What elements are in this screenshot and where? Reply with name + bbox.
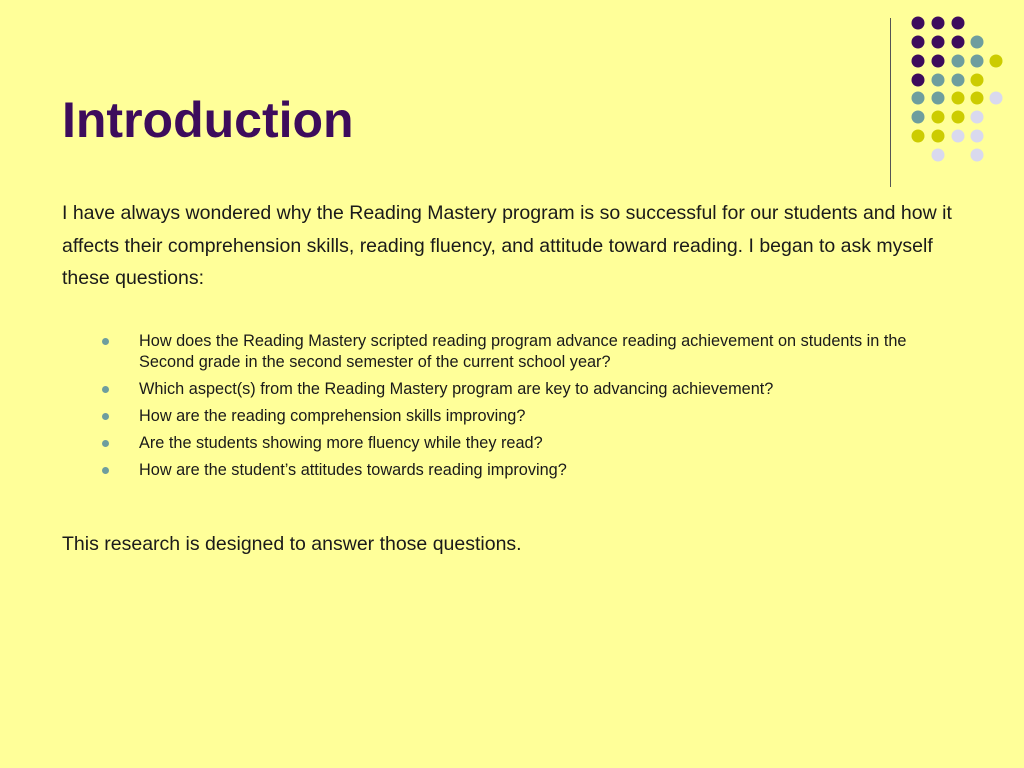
slide-title: Introduction: [62, 92, 354, 148]
decorative-dot: [912, 111, 925, 124]
decorative-dot: [912, 36, 925, 49]
list-item: [102, 331, 962, 373]
decorative-dot: [990, 55, 1003, 68]
vertical-divider: [890, 18, 891, 187]
list-item: [102, 406, 962, 427]
question-text: How are the reading comprehension skills improving?: [139, 407, 526, 425]
decorative-dot: [932, 55, 945, 68]
questions-list: [102, 331, 962, 487]
slide-body: [62, 197, 962, 555]
decorative-dot: [952, 111, 965, 124]
decorative-dot: [932, 130, 945, 143]
question-text: How does the Reading Mastery scripted reading program advance reading achievement on students in the Second grade in the second semester of the current school year?: [139, 332, 907, 371]
decorative-dot: [971, 130, 984, 143]
decorative-dot: [952, 17, 965, 30]
decorative-dot: [932, 17, 945, 30]
decorative-dot: [912, 130, 925, 143]
decorative-dot: [952, 130, 965, 143]
decorative-dot: [990, 92, 1003, 105]
decorative-dot: [932, 92, 945, 105]
bullet-icon: [102, 386, 109, 393]
decorative-dot: [932, 74, 945, 87]
closing-paragraph: This research is designed to answer those questions.: [62, 533, 522, 555]
decorative-dot: [952, 36, 965, 49]
decorative-dot: [932, 36, 945, 49]
decorative-dot: [971, 111, 984, 124]
list-item: [102, 433, 962, 454]
decorative-dot: [912, 55, 925, 68]
decorative-dot: [912, 92, 925, 105]
decorative-dot: [971, 149, 984, 162]
bullet-icon: [102, 467, 109, 474]
bullet-icon: [102, 413, 109, 420]
decorative-dot: [912, 17, 925, 30]
decorative-dot: [952, 92, 965, 105]
bullet-icon: [102, 338, 109, 345]
decorative-dot: [971, 55, 984, 68]
bullet-icon: [102, 440, 109, 447]
intro-paragraph: I have always wondered why the Reading Mastery program is so successful for our students and how it affects their comprehension skills, reading fluency, and attitude toward reading. I began to ask myself these questions:: [62, 202, 952, 289]
decorative-dot: [971, 92, 984, 105]
decorative-dot: [952, 55, 965, 68]
decorative-dot: [932, 149, 945, 162]
decorative-dot: [932, 111, 945, 124]
question-text: Which aspect(s) from the Reading Mastery program are key to advancing achievement?: [139, 380, 774, 398]
decorative-dot: [912, 74, 925, 87]
list-item: [102, 379, 962, 400]
list-item: [102, 460, 962, 481]
question-text: How are the student’s attitudes towards reading improving?: [139, 461, 567, 479]
decorative-dot: [952, 74, 965, 87]
decorative-dot: [971, 36, 984, 49]
decorative-dot: [971, 74, 984, 87]
question-text: Are the students showing more fluency while they read?: [139, 434, 543, 452]
